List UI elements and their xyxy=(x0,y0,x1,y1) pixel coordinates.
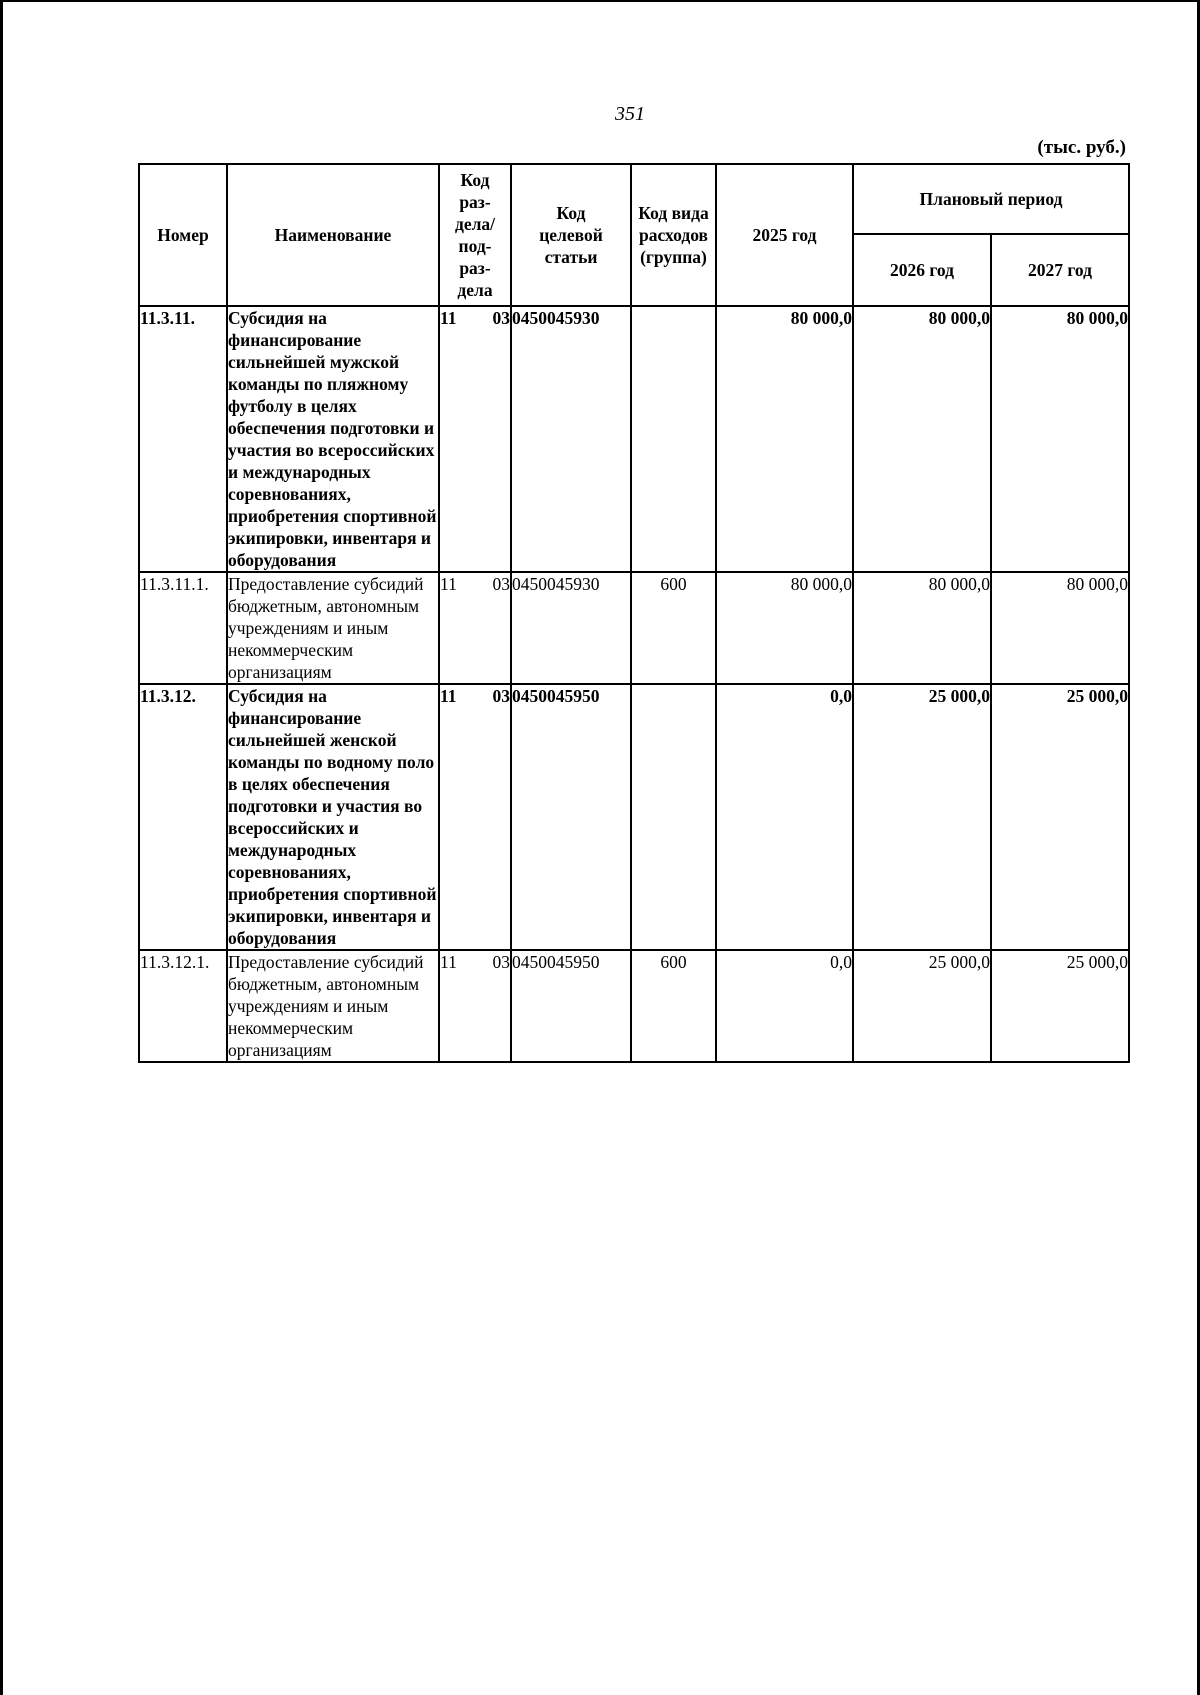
row-subsection: 03 xyxy=(492,308,510,328)
row-amount-2025: 80 000,0 xyxy=(716,572,853,684)
scan-edge-left xyxy=(0,0,3,1695)
row-target-code: 0450045950 xyxy=(511,950,631,1062)
row-amount-2027: 25 000,0 xyxy=(991,684,1129,950)
table-header xyxy=(139,164,1129,306)
row-expense-kind: 600 xyxy=(631,950,716,1062)
row-number: 11.3.11.1. xyxy=(139,572,227,684)
row-target-code: 0450045930 xyxy=(511,306,631,572)
header-year-2027: 2027 год xyxy=(991,234,1129,306)
header-number: Номер xyxy=(139,164,227,306)
row-section: 11 xyxy=(440,308,457,328)
row-amount-2026: 80 000,0 xyxy=(853,306,991,572)
row-amount-2025: 0,0 xyxy=(716,950,853,1062)
row-section: 11 xyxy=(440,686,457,706)
row-subsection: 03 xyxy=(492,574,510,594)
header-section-code: Код раз- дела/ под- раз- дела xyxy=(439,164,511,306)
header-target-code: Код целевой статьи xyxy=(511,164,631,306)
row-name: Предоставление субсидий бюджетным, автономным учреждениям и иным некоммерческим организациям xyxy=(227,572,439,684)
row-number: 11.3.12. xyxy=(139,684,227,950)
row-target-code: 0450045950 xyxy=(511,684,631,950)
row-number: 11.3.12.1. xyxy=(139,950,227,1062)
row-amount-2027: 25 000,0 xyxy=(991,950,1129,1062)
units-label: (тыс. руб.) xyxy=(1037,137,1126,158)
table-row xyxy=(139,684,1129,950)
row-section-code xyxy=(439,950,511,1062)
header-planned-period: Плановый период xyxy=(853,164,1129,234)
header-year-2025: 2025 год xyxy=(716,164,853,306)
row-section-code xyxy=(439,684,511,950)
row-name: Субсидия на финансирование сильнейшей мужской команды по пляжному футболу в целях обеспечения подготовки и участия во всероссийских и международных соревнованиях, приобретения спортивной экипировки, инвентаря и оборудования xyxy=(227,306,439,572)
row-name: Предоставление субсидий бюджетным, автономным учреждениям и иным некоммерческим организациям xyxy=(227,950,439,1062)
table-row xyxy=(139,572,1129,684)
page-number: 351 xyxy=(615,103,645,125)
row-amount-2026: 25 000,0 xyxy=(853,684,991,950)
row-amount-2025: 80 000,0 xyxy=(716,306,853,572)
row-amount-2027: 80 000,0 xyxy=(991,572,1129,684)
row-expense-kind xyxy=(631,684,716,950)
row-expense-kind xyxy=(631,306,716,572)
table-row xyxy=(139,950,1129,1062)
header-name: Наименование xyxy=(227,164,439,306)
row-subsection: 03 xyxy=(492,952,510,972)
header-year-2026: 2026 год xyxy=(853,234,991,306)
row-subsection: 03 xyxy=(492,686,510,706)
table-body xyxy=(139,306,1129,1062)
row-section-code xyxy=(439,306,511,572)
row-name: Субсидия на финансирование сильнейшей женской команды по водному поло в целях обеспечения подготовки и участия во всероссийских и международных соревнованиях, приобретения спортивной экипировки, инвентаря и оборудования xyxy=(227,684,439,950)
header-expense-kind: Код вида расходов (группа) xyxy=(631,164,716,306)
scan-edge-top xyxy=(0,0,1200,2)
budget-table xyxy=(138,163,1130,1063)
row-section: 11 xyxy=(440,952,457,972)
row-amount-2027: 80 000,0 xyxy=(991,306,1129,572)
row-amount-2026: 25 000,0 xyxy=(853,950,991,1062)
row-amount-2026: 80 000,0 xyxy=(853,572,991,684)
table-row xyxy=(139,306,1129,572)
row-amount-2025: 0,0 xyxy=(716,684,853,950)
row-expense-kind: 600 xyxy=(631,572,716,684)
row-number: 11.3.11. xyxy=(139,306,227,572)
row-section: 11 xyxy=(440,574,457,594)
row-target-code: 0450045930 xyxy=(511,572,631,684)
row-section-code xyxy=(439,572,511,684)
